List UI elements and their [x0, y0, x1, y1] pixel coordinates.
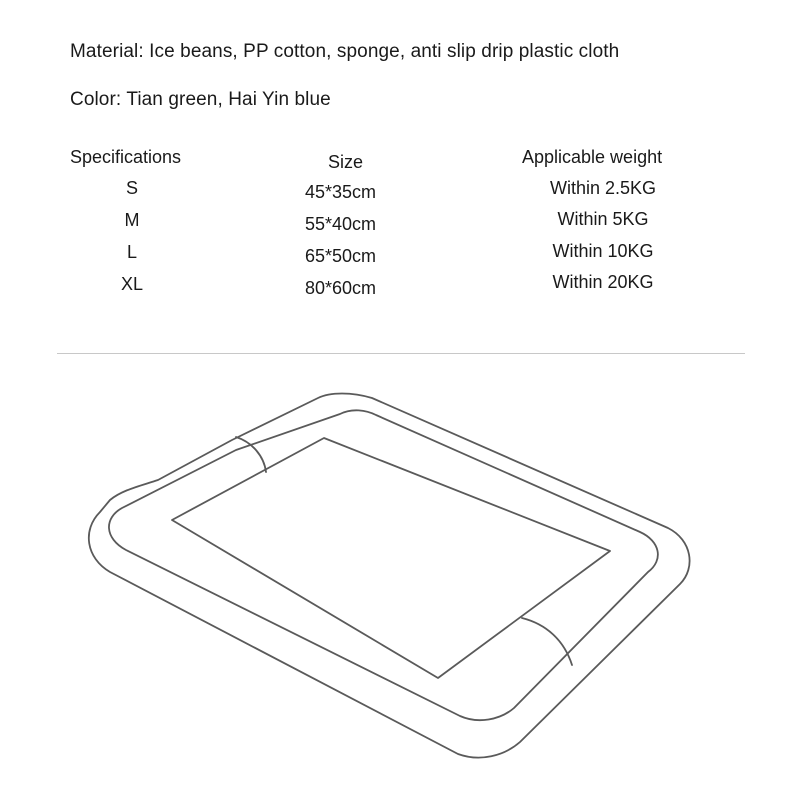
pet-mat-line-drawing	[0, 360, 800, 800]
spec-cell: S	[125, 178, 138, 198]
spec-header-size: Size	[328, 152, 364, 172]
divider	[57, 353, 745, 354]
spec-cell: XL	[120, 274, 144, 294]
size-cell: 45*35cm	[305, 182, 377, 202]
mat-seam-left	[236, 437, 266, 472]
weight-cell: Within 5KG	[557, 209, 649, 229]
mat-bolster-inner	[109, 410, 658, 720]
spec-header-weight: Applicable weight	[522, 147, 663, 167]
size-cell: 65*50cm	[305, 246, 377, 266]
size-cell: 80*60cm	[305, 278, 377, 298]
weight-cell: Within 2.5KG	[549, 178, 657, 198]
spec-cell: M	[124, 210, 140, 230]
weight-cell: Within 20KG	[552, 272, 654, 292]
size-cell: 55*40cm	[305, 214, 377, 234]
spec-header-specifications: Specifications	[70, 147, 182, 167]
material-text: Material: Ice beans, PP cotton, sponge, anti slip drip plastic cloth	[70, 41, 620, 62]
weight-cell: Within 10KG	[552, 241, 654, 261]
color-text: Color: Tian green, Hai Yin blue	[70, 89, 331, 110]
spec-cell: L	[126, 242, 137, 262]
